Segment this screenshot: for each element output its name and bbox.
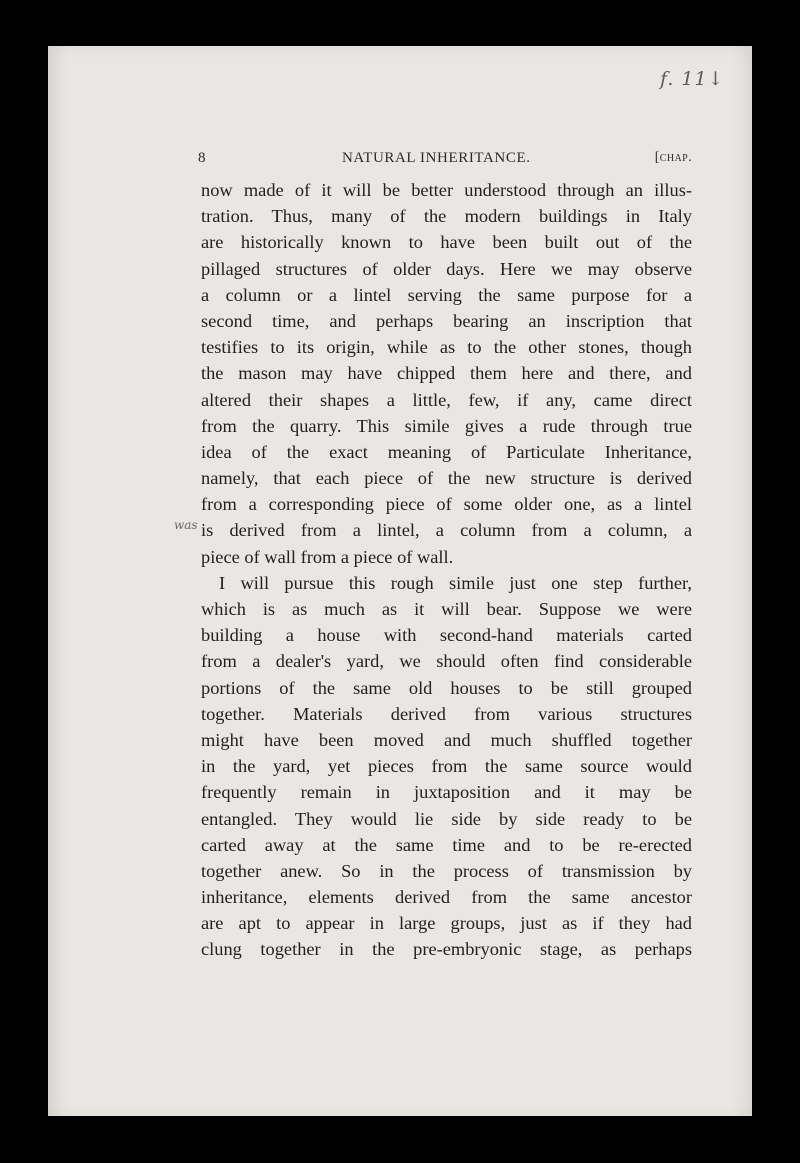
text-line: together anew. So in the process of transmission by: [201, 860, 692, 881]
text-line: are historically known to have been built out of the: [201, 232, 692, 253]
text-line: entangled. They would lie side by side ready to be: [201, 808, 692, 829]
text-line: tration. Thus, many of the modern buildings in Italy: [201, 206, 692, 227]
text-line: now made of it will be better understood through an illus-: [201, 180, 692, 200]
text-line: is derived from a lintel, a column from a column, a: [201, 520, 692, 541]
text-line: carted away at the same time and to be re-erected: [201, 834, 692, 855]
text-line: might have been moved and much shuffled together: [201, 729, 692, 750]
text-line: frequently remain in juxtaposition and it may be: [201, 782, 692, 803]
text-line: pillaged structures of older days. Here we may observe: [201, 258, 692, 279]
text-line: building a house with second-hand materials carted: [201, 625, 692, 646]
handwritten-margin-note: was: [174, 518, 198, 532]
chapter-marker: [chap.: [654, 150, 692, 165]
text-line: which is as much as it will bear. Suppose we were: [201, 599, 692, 619]
page-number: 8: [198, 150, 206, 166]
text-line: idea of the exact meaning of Particulate Inheritance,: [201, 441, 692, 462]
text-line: clung together in the pre-embryonic stage, as perhaps: [201, 939, 692, 960]
text-line: piece of wall from a piece of wall.: [201, 546, 454, 567]
running-header: [198, 150, 692, 170]
text-line: together. Materials derived from various structures: [201, 703, 692, 724]
text-line: second time, and perhaps bearing an inscription that: [201, 310, 692, 331]
text-line: from a dealer's yard, we should often find considerable: [201, 651, 692, 672]
text-line: in the yard, yet pieces from the same source would: [201, 756, 692, 777]
text-line: portions of the same old houses to be still grouped: [201, 677, 692, 698]
body-text: [201, 177, 692, 963]
text-line: I will pursue this rough simile just one step further,: [219, 572, 692, 593]
text-line: altered their shapes a little, few, if any, came direct: [201, 389, 692, 410]
text-line: a column or a lintel serving the same purpose for a: [201, 284, 692, 305]
text-line: testifies to its origin, while as to the other stones, though: [201, 337, 692, 358]
text-line: namely, that each piece of the new structure is derived: [201, 468, 692, 489]
handwritten-folio-mark: f. 11↓: [660, 68, 725, 90]
text-line: from the quarry. This simile gives a rude through true: [201, 415, 692, 436]
running-title: NATURAL INHERITANCE.: [342, 150, 531, 166]
text-line: from a corresponding piece of some older one, as a lintel: [201, 494, 692, 515]
text-line: are apt to appear in large groups, just as if they had: [201, 913, 692, 934]
text-line: inheritance, elements derived from the same ancestor: [201, 887, 692, 908]
book-page: [48, 46, 752, 1116]
text-line: the mason may have chipped them here and there, and: [201, 363, 692, 384]
